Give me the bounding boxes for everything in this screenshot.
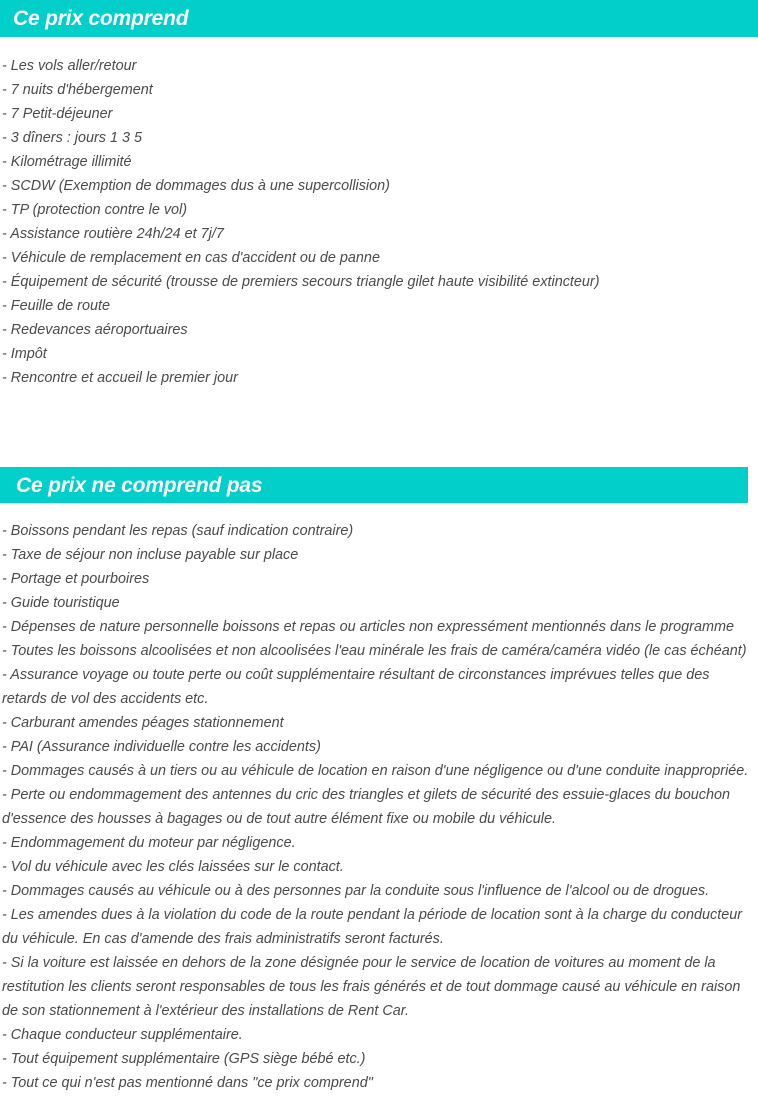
list-item: - Rencontre et accueil le premier jour — [2, 370, 238, 386]
list-item: - Tout ce qui n'est pas mentionné dans "ce prix comprend" — [2, 1075, 373, 1091]
list-item: - 3 dîners : jours 1 3 5 — [2, 130, 142, 146]
list-item: - Endommagement du moteur par négligence. — [2, 835, 296, 851]
list-item: - Assistance routière 24h/24 et 7j/7 — [2, 226, 224, 242]
list-item: - Taxe de séjour non incluse payable sur place — [2, 547, 299, 563]
list-item: - Les vols aller/retour — [2, 58, 137, 74]
included-list — [0, 54, 758, 390]
list-item: - Dépenses de nature personnelle boissons et repas ou articles non expressément mentionnés dans le programme — [2, 619, 734, 635]
list-item: - Impôt — [2, 346, 47, 362]
list-item: - Guide touristique — [2, 595, 120, 611]
list-item: - Redevances aéroportuaires — [2, 322, 188, 338]
list-item: - Vol du véhicule avec les clés laissées sur le contact. — [2, 859, 344, 875]
list-item: - Véhicule de remplacement en cas d'accident ou de panne — [2, 250, 380, 266]
section-title-included: Ce prix comprend — [13, 7, 189, 30]
section-header-excluded — [0, 467, 748, 503]
list-item: - TP (protection contre le vol) — [2, 202, 188, 218]
excluded-list — [0, 519, 758, 1095]
list-item: - 7 nuits d'hébergement — [2, 82, 153, 98]
list-item: - SCDW (Exemption de dommages dus à une supercollision) — [2, 178, 390, 194]
list-item: - Équipement de sécurité (trousse de premiers secours triangle gilet haute visibilité extincteur) — [2, 274, 600, 290]
list-item: - Les amendes dues à la violation du code de la route pendant la période de location sont à la charge du conducteur du véhicule. En cas d'amende des frais administratifs seront facturés. — [2, 907, 747, 947]
list-item: - PAI (Assurance individuelle contre les accidents) — [2, 739, 321, 755]
list-item: - Si la voiture est laissée en dehors de la zone désignée pour le service de location de voitures au moment de la restitution les clients seront responsables de tous les frais générés et de tout dommage causé au véhicule en raison de son stationnement à l'extérieur des installations de Rent Car. — [2, 955, 745, 1019]
section-header-included — [0, 0, 758, 37]
list-item: - Kilométrage illimité — [2, 154, 132, 170]
list-item: - Feuille de route — [2, 298, 110, 314]
list-item: - Assurance voyage ou toute perte ou coût supplémentaire résultant de circonstances imprévues telles que des retards de vol des accidents etc. — [2, 667, 714, 707]
section-spacer — [0, 390, 758, 467]
list-item: - Dommages causés au véhicule ou à des personnes par la conduite sous l'influence de l'alcool ou de drogues. — [2, 883, 710, 899]
list-item: - Perte ou endommagement des antennes du cric des triangles et gilets de sécurité des essuie-glaces du bouchon d'essence des housses à bagages ou de tout autre élément fixe ou mobile du véhicule. — [2, 787, 734, 827]
list-item: - Chaque conducteur supplémentaire. — [2, 1027, 243, 1043]
list-item: - Portage et pourboires — [2, 571, 150, 587]
list-item: - Tout équipement supplémentaire (GPS siège bébé etc.) — [2, 1051, 366, 1067]
list-item: - Dommages causés à un tiers ou au véhicule de location en raison d'une négligence ou d'une conduite inappropriée. — [2, 763, 749, 779]
list-item: - Carburant amendes péages stationnement — [2, 715, 284, 731]
list-item: - 7 Petit-déjeuner — [2, 106, 113, 122]
section-title-excluded: Ce prix ne comprend pas — [16, 473, 263, 497]
list-item: - Boissons pendant les repas (sauf indication contraire) — [2, 523, 354, 539]
list-item: - Toutes les boissons alcoolisées et non alcoolisées l'eau minérale les frais de caméra/caméra vidéo (le cas échéant) — [2, 643, 747, 659]
